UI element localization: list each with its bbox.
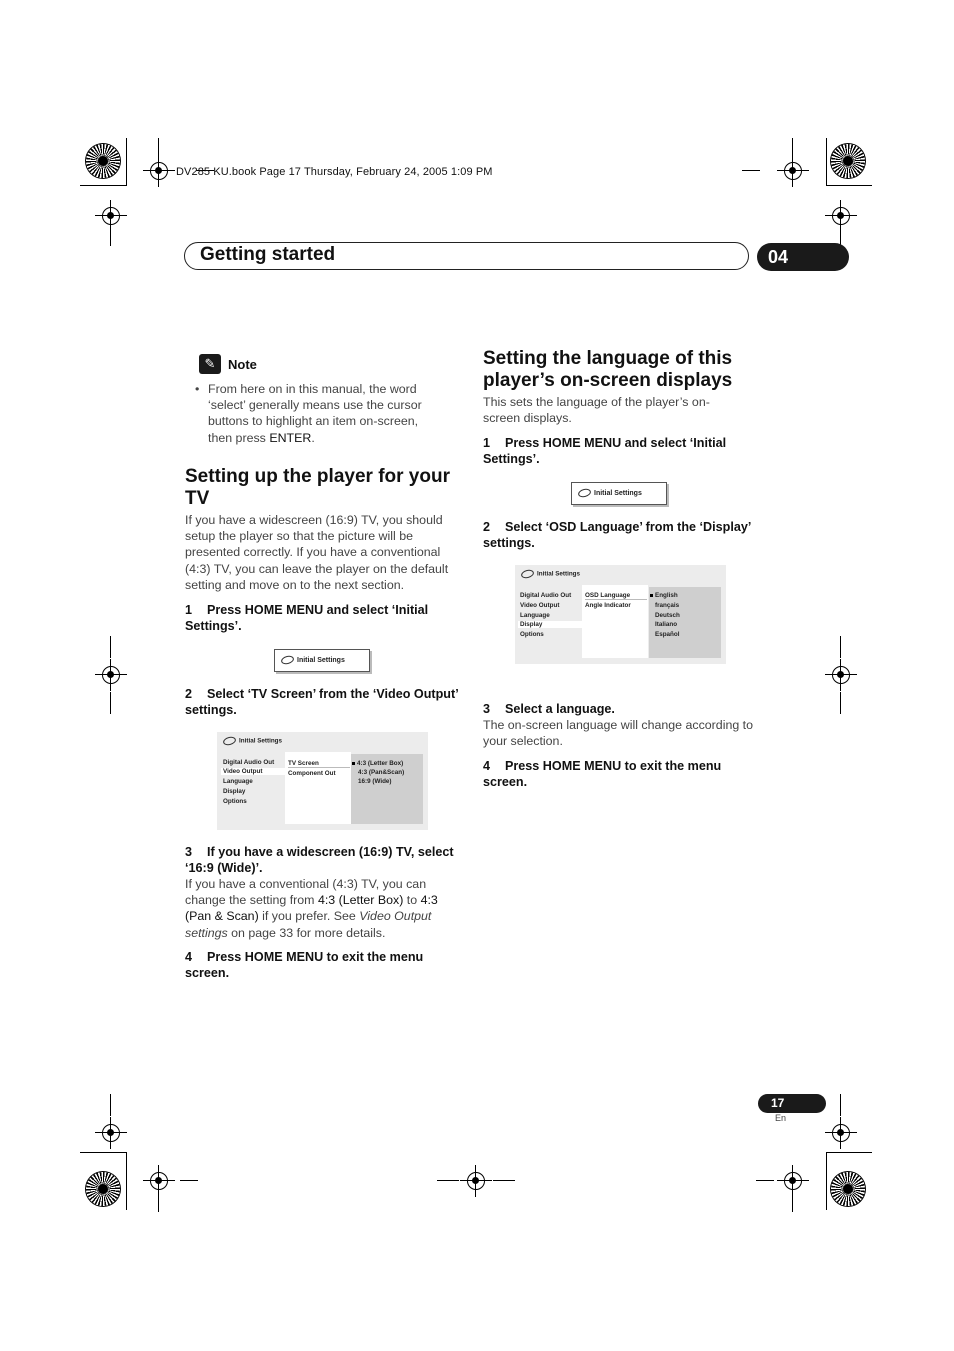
language-code: En: [775, 1113, 787, 1123]
language-step-2: 2 Select ‘OSD Language’ from the ‘Display’ settings.: [483, 520, 751, 550]
language-step-3: 3 Select a language.: [483, 702, 615, 716]
setting-item-selected[interactable]: TV Screen: [288, 760, 350, 768]
category-item-selected[interactable]: Video Output: [221, 768, 287, 775]
category-item[interactable]: Video Output: [520, 602, 560, 609]
tv-step-3: 3 If you have a widescreen (16:9) TV, select ‘16:9 (Wide)’.: [185, 845, 454, 875]
registration-mark-icon: [832, 666, 850, 684]
registration-mark-icon: [784, 1172, 802, 1190]
option-item[interactable]: 4:3 (Pan&Scan): [358, 769, 405, 776]
pencil-icon: ✎: [199, 354, 221, 374]
chapter-number: 04: [757, 243, 849, 271]
category-item[interactable]: Language: [520, 612, 550, 619]
tv-intro: If you have a widescreen (16:9) TV, you should setup the player so that the picture will be presented correctly. If you have a conventional (4:3) TV, you can leave the player on the default setting and move on to the next section.: [185, 513, 449, 592]
disc-icon: [577, 487, 592, 498]
setting-item-selected[interactable]: OSD Language: [585, 592, 647, 600]
registration-star-icon: [86, 1172, 120, 1206]
registration-mark-icon: [832, 1124, 850, 1142]
category-item[interactable]: Display: [223, 788, 246, 795]
registration-star-icon: [86, 144, 120, 178]
page-number: 17: [758, 1094, 826, 1113]
note-heading: Note: [228, 356, 257, 372]
language-option[interactable]: Deutsch: [655, 612, 680, 619]
category-item[interactable]: Digital Audio Out: [520, 592, 572, 599]
section-heading-tv: Setting up the player for your TV: [185, 466, 450, 509]
note-enter-key: ENTER: [269, 430, 312, 445]
initial-settings-menu: [274, 649, 370, 672]
category-item[interactable]: Options: [520, 631, 544, 638]
note-block: [199, 354, 257, 374]
video-output-screen: Initial Settings Digital Audio Out Video Output Language Display Options TV Screen Component Out 4:3 (Letter Box) 4:3 (Pan&Scan) 16:9 (Wide): [217, 732, 428, 830]
disc-icon: [520, 568, 535, 579]
category-item[interactable]: Options: [223, 798, 247, 805]
category-item[interactable]: Digital Audio Out: [223, 759, 275, 766]
registration-mark-icon: [150, 162, 168, 180]
category-item[interactable]: Language: [223, 778, 253, 785]
registration-mark-icon: [150, 1172, 168, 1190]
note-text: From here on in this manual, the word ‘select’ generally means use the cursor buttons to highlight an item on-screen, then press: [208, 382, 422, 445]
setting-item[interactable]: Component Out: [288, 770, 336, 777]
book-file-info: DV285 KU.book Page 17 Thursday, February 24, 2005 1:09 PM: [176, 166, 493, 178]
language-step-4: 4 Press HOME MENU to exit the menu screen.: [483, 759, 722, 789]
initial-settings-label: Initial Settings: [297, 656, 345, 664]
display-settings-screen: Initial Settings Digital Audio Out Video Output Language Display Options OSD Language Angle Indicator English français Deutsch Italiano Español: [515, 565, 726, 664]
note-bullet: • From here on in this manual, the word ‘select’ generally means use the cursor buttons to highlight an item on-screen, then press ENTER.: [195, 382, 422, 445]
registration-star-icon: [831, 1172, 865, 1206]
disc-icon: [222, 735, 237, 746]
tv-step-4: 4 Press HOME MENU to exit the menu screen.: [185, 950, 424, 980]
language-step-3-text: The on-screen language will change according to your selection.: [483, 718, 754, 749]
setting-item[interactable]: Angle Indicator: [585, 602, 631, 609]
disc-icon: [280, 654, 295, 665]
tv-step-3-text: If you have a conventional (4:3) TV, you can change the setting from 4:3 (Letter Box) to 4:3 (Pan & Scan) if you prefer. See Video Output settings on page 33 for more details.: [185, 877, 438, 940]
language-option-selected[interactable]: English: [650, 592, 678, 599]
page-title: Getting started: [200, 244, 336, 265]
tv-step-1: 1 Press HOME MENU and select ‘Initial Settings’.: [185, 603, 429, 633]
section-heading-language: Setting the language of this player’s on-screen displays: [483, 348, 733, 391]
registration-mark-icon: [102, 666, 120, 684]
language-option[interactable]: Italiano: [655, 621, 678, 628]
language-step-1: 1 Press HOME MENU and select ‘Initial Settings’.: [483, 436, 727, 466]
registration-mark-icon: [102, 207, 120, 225]
registration-mark-icon: [832, 207, 850, 225]
initial-settings-menu: Initial Settings: [571, 482, 667, 505]
registration-mark-icon: [467, 1172, 485, 1190]
category-item-selected[interactable]: Display: [518, 621, 584, 628]
note-text-end: .: [311, 430, 315, 445]
option-item[interactable]: 16:9 (Wide): [358, 778, 392, 785]
tv-step-2: 2 Select ‘TV Screen’ from the ‘Video Output’ settings.: [185, 687, 459, 717]
language-option[interactable]: français: [655, 602, 680, 609]
registration-star-icon: [831, 144, 865, 178]
option-item-selected[interactable]: 4:3 (Letter Box): [352, 760, 403, 767]
registration-mark-icon: [784, 162, 802, 180]
registration-mark-icon: [102, 1124, 120, 1142]
language-intro: This sets the language of the player’s on-screen displays.: [483, 395, 710, 426]
language-option[interactable]: Español: [655, 631, 680, 638]
